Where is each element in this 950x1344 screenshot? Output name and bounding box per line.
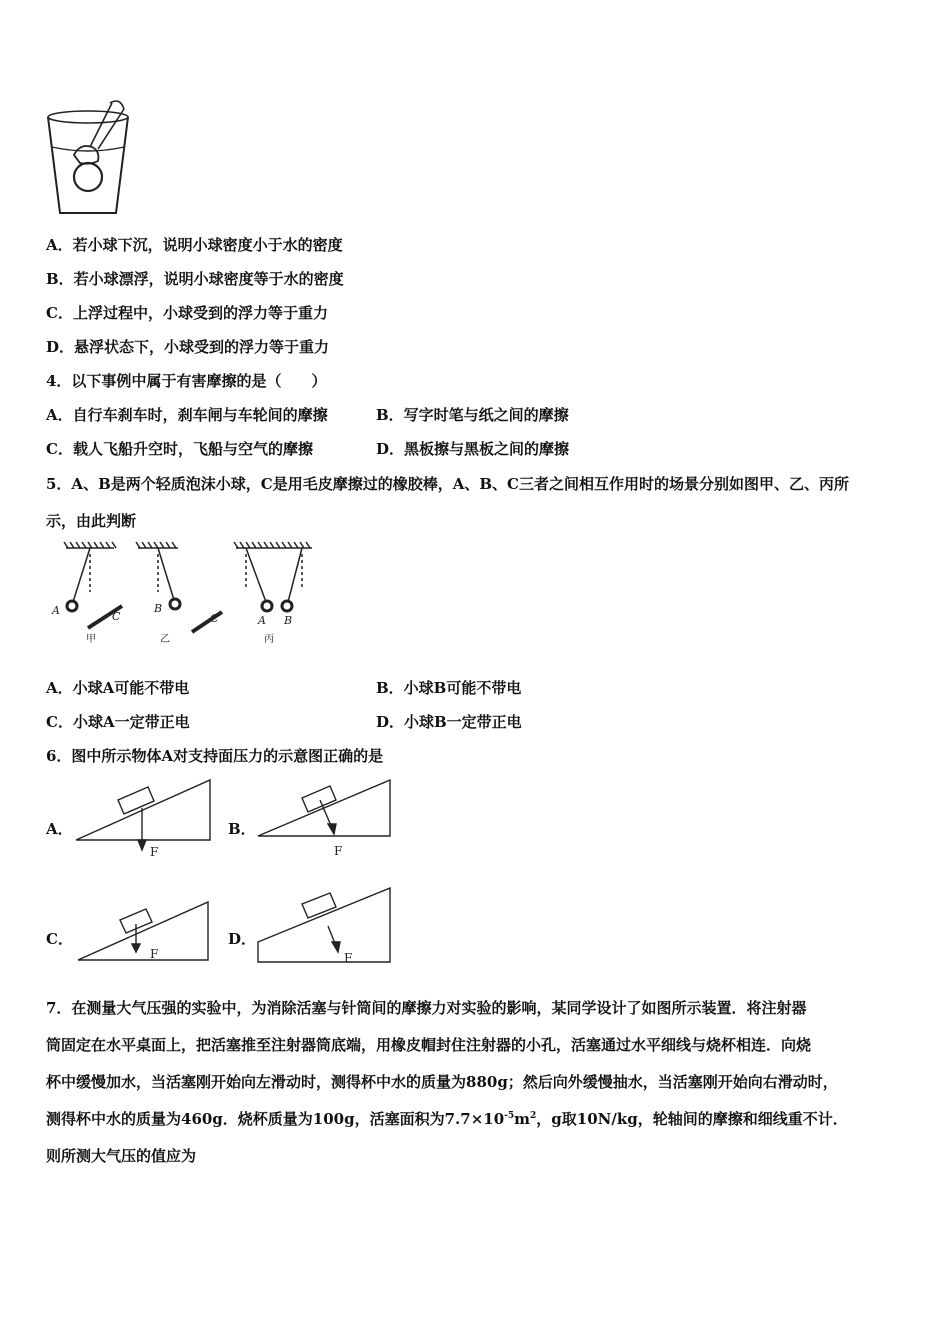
q3-option-d: D．悬浮状态下，小球受到的浮力等于重力 (46, 338, 330, 356)
q7-line3: 杯中缓慢加水，当活塞刚开始向左滑动时，测得杯中水的质量为880g；然后向外缓慢抽水，当活塞刚开始向右滑动时， (46, 1073, 838, 1091)
q5-label-a: A (52, 604, 60, 617)
q6-label-d: D． (228, 930, 257, 948)
q7-line4-part3: ，g取10N/kg，轮轴间的摩擦和细线重不计． (536, 1110, 848, 1128)
q5-label-bing: 丙 (264, 634, 274, 645)
q3-option-a: A．若小球下沉，说明小球密度小于水的密度 (46, 236, 343, 254)
q5-stem-line2: 示，由此判断 (46, 512, 137, 530)
q5-label-jia: 甲 (86, 634, 96, 645)
q4-option-a: A．自行车刹车时，刹车闸与车轮间的摩擦 (46, 406, 328, 424)
glass-ball-figure (40, 95, 140, 220)
incline-figure-d (256, 886, 396, 968)
q4-option-c: C．载人飞船升空时，飞船与空气的摩擦 (46, 440, 313, 458)
q6-label-a: A． (46, 820, 73, 838)
q4-option-b: B．写字时笔与纸之间的摩擦 (376, 406, 569, 424)
q6-stem: 6．图中所示物体A对支持面压力的示意图正确的是 (46, 747, 384, 765)
q4-stem: 4．以下事例中属于有害摩擦的是（ ） (46, 372, 327, 390)
q7-line1: 7．在测量大气压强的实验中，为消除活塞与针筒间的摩擦力对实验的影响，某同学设计了如图所示装置．将注射器 (46, 999, 807, 1017)
q7-line4-exp: -5 (504, 1111, 515, 1121)
incline-figure-a (74, 778, 214, 860)
q5-stem-line1: 5．A、B是两个轻质泡沫小球，C是用毛皮摩擦过的橡胶棒，A、B、C三者之间相互作用时的场景分别如图甲、乙、丙所 (46, 475, 849, 493)
q7-line4-part2: m (514, 1110, 531, 1128)
q5-option-c: C．小球A一定带正电 (46, 713, 190, 731)
q6-force-a: F (150, 845, 159, 859)
incline-figure-c (76, 900, 216, 968)
q5-label-b: B (154, 602, 163, 615)
q7-line5: 则所测大气压的值应为 (46, 1147, 197, 1165)
q7-line4 (46, 1108, 848, 1129)
incline-figure-b (256, 778, 396, 860)
q5-label-c1: C (112, 610, 121, 623)
q5-label-yi: 乙 (160, 634, 170, 645)
q5-option-b: B．小球B可能不带电 (376, 679, 522, 697)
charged-balls-figure (40, 540, 330, 650)
q6-label-b: B． (228, 820, 256, 838)
q6-force-b: F (334, 844, 343, 858)
q6-label-c: C． (46, 930, 73, 948)
q5-label-b2: B (284, 614, 293, 627)
q6-force-c: F (150, 947, 159, 961)
q7-line4-part1: 测得杯中水的质量为460g．烧杯质量为100g，活塞面积为7.7×10 (46, 1110, 505, 1128)
q5-label-a2: A (258, 614, 266, 627)
q5-label-c2: C (210, 612, 219, 625)
q5-option-d: D．小球B一定带正电 (376, 713, 522, 731)
q3-option-c: C．上浮过程中，小球受到的浮力等于重力 (46, 304, 328, 322)
q3-option-b: B．若小球漂浮，说明小球密度等于水的密度 (46, 270, 344, 288)
q7-line4-sup2: 2 (530, 1111, 537, 1121)
q4-option-d: D．黑板擦与黑板之间的摩擦 (376, 440, 570, 458)
q7-line2: 筒固定在水平桌面上，把活塞推至注射器筒底端，用橡皮帽封住注射器的小孔，活塞通过水平细线与烧杯相连．向烧 (46, 1036, 812, 1054)
q5-option-a: A．小球A可能不带电 (46, 679, 190, 697)
q6-force-d: F (344, 951, 353, 965)
